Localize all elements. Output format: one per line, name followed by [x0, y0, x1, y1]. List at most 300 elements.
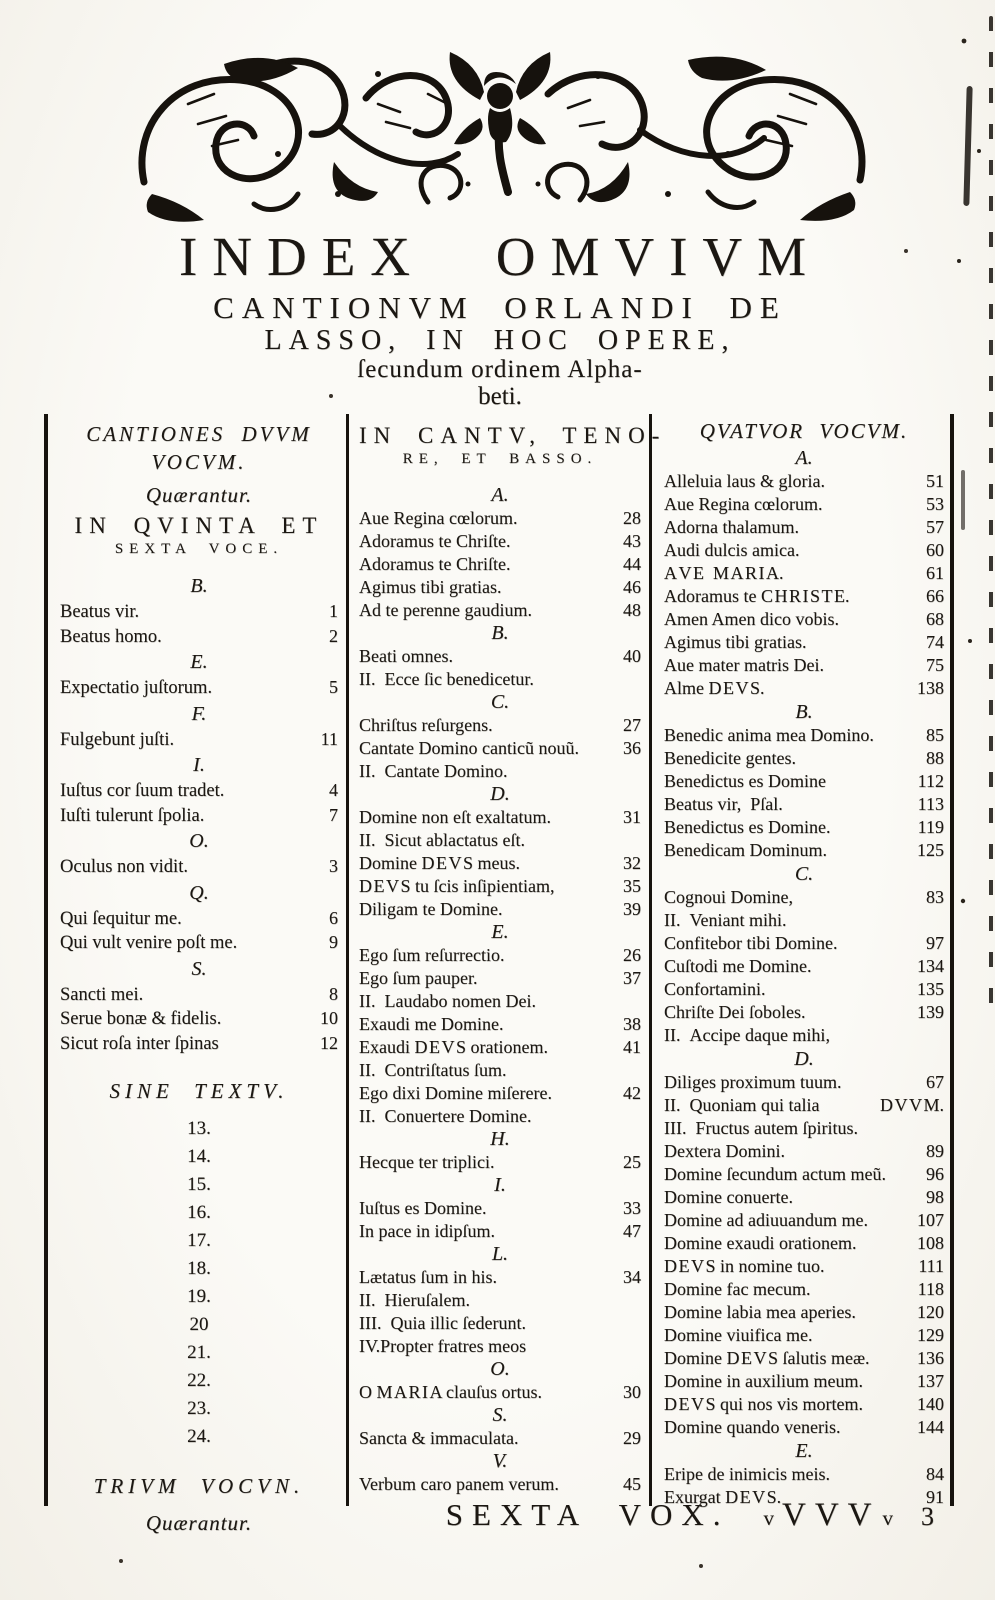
- scan-artifact-right-edge: [989, 16, 993, 1016]
- quaerantur-note: Quærantur.: [145, 483, 253, 507]
- index-entry: [60, 779, 338, 804]
- entry-page-number: 40: [623, 646, 641, 666]
- entry-page-number: 138: [917, 678, 944, 698]
- entry-page-number: 31: [623, 807, 641, 827]
- index-entry: [664, 1278, 944, 1301]
- entry-title: IV.Propter fratres meos: [359, 1336, 527, 1356]
- numbered-piece-line: 19.: [187, 1286, 211, 1307]
- index-entry: [664, 932, 944, 955]
- section-letter: H.: [490, 1128, 510, 1150]
- index-entry: [664, 793, 944, 816]
- entry-title: Qui ſequitur me.: [60, 908, 182, 929]
- page-title: INDEX OMVIVM: [178, 226, 822, 287]
- entry-page-number: 25: [623, 1152, 641, 1172]
- index-entry: [359, 553, 641, 576]
- entry-title: D E V S tu ſcis inſipientiam,: [359, 876, 555, 896]
- index-entry: [359, 507, 641, 530]
- entry-title: Domine non eſt exaltatum.: [359, 807, 551, 827]
- entry-page-number: 33: [623, 1198, 641, 1218]
- entry-title: Domine viuifica me.: [664, 1325, 813, 1345]
- entry-page-number: 41: [623, 1037, 641, 1057]
- entry-title: Audi dulcis amica.: [664, 540, 800, 560]
- index-entry: [664, 1301, 944, 1324]
- index-entry: [359, 668, 641, 691]
- entry-title: Oculus non vidit.: [60, 857, 188, 877]
- signature-small-v-left: v: [763, 1506, 780, 1530]
- index-entry: [664, 1001, 944, 1024]
- entry-page-number: 42: [623, 1083, 641, 1103]
- entry-page-number: 74: [926, 632, 944, 652]
- entry-page-number: 139: [917, 1002, 944, 1022]
- entry-page-number: 67: [926, 1072, 944, 1092]
- section-letter: O.: [490, 1358, 510, 1380]
- entry-title: Confitebor tibi Domine.: [664, 933, 838, 953]
- entry-page-number: 85: [926, 725, 944, 745]
- entry-title: Verbum caro panem verum.: [359, 1474, 559, 1494]
- entry-title: Domine ad adiuuandum me.: [664, 1210, 868, 1230]
- index-entry: [359, 1335, 641, 1358]
- entry-title: Adoramus te C H R I S T E.: [664, 586, 850, 606]
- entry-page-number: 144: [917, 1417, 944, 1437]
- entry-title: Cognoui Domine,: [664, 887, 793, 907]
- entry-title: A V E M A R I A.: [664, 563, 784, 583]
- section-letter: A.: [491, 484, 509, 506]
- entry-title: Beatus homo.: [60, 626, 162, 647]
- index-entry: [359, 1289, 641, 1312]
- index-entry: [664, 955, 944, 978]
- index-entry: [60, 676, 338, 701]
- entry-page-number: 113: [917, 794, 944, 814]
- page-footer: [0, 1497, 944, 1534]
- entry-page-number: 1: [329, 601, 338, 621]
- entry-page-number: 37: [623, 968, 641, 988]
- index-entry: [664, 909, 944, 932]
- title-line-4: ſecundum ordinem Alpha-: [357, 356, 643, 383]
- index-entry: [359, 1151, 641, 1174]
- entry-page-number: 11: [320, 728, 338, 749]
- entry-title: II. Ecce ſic benedicetur.: [359, 669, 534, 689]
- index-entry: [664, 562, 944, 585]
- entry-title: Domine quando veneris.: [664, 1417, 841, 1437]
- column-heading: CANTIONES DVVM: [86, 422, 312, 446]
- signature-small-v-right: v: [882, 1506, 899, 1530]
- numbered-piece-line: 17.: [187, 1230, 211, 1251]
- entry-title: Sancta & immaculata.: [359, 1428, 519, 1448]
- numbered-piece-line: 23.: [187, 1398, 211, 1419]
- entry-page-number: D V V M.: [879, 1095, 944, 1115]
- index-entry: [359, 806, 641, 829]
- entry-title: O M A R I A clauſus ortus.: [359, 1382, 543, 1402]
- column-heading: IN QVINTA ET: [74, 513, 324, 538]
- title-line-3: LASSO, IN HOC OPERE,: [264, 325, 736, 356]
- entry-title: Ego ſum pauper.: [359, 968, 478, 988]
- entry-title: Domine labia mea aperies.: [664, 1302, 856, 1322]
- entry-page-number: 108: [917, 1233, 944, 1253]
- index-entry: [359, 1266, 641, 1289]
- section-letter: D.: [794, 1048, 814, 1070]
- entry-title: Diliges proximum tuum.: [664, 1072, 842, 1092]
- index-entry: [664, 1024, 944, 1047]
- section-letter: B.: [491, 622, 509, 644]
- entry-page-number: 125: [917, 840, 944, 860]
- section-letter: I.: [494, 1174, 506, 1196]
- entry-title: Domine fac mecum.: [664, 1279, 811, 1299]
- column-subheading: SEXTA VOCE.: [114, 541, 284, 557]
- signature-number: 3: [921, 1502, 934, 1531]
- section-letter: S.: [191, 957, 207, 980]
- entry-page-number: 61: [926, 563, 944, 583]
- index-entry: [359, 1197, 641, 1220]
- entry-title: Amen Amen dico vobis.: [664, 609, 839, 629]
- entry-title: Domine in auxilium meum.: [664, 1371, 863, 1391]
- entry-title: Cuſtodi me Domine.: [664, 956, 812, 976]
- index-entry: [664, 1393, 944, 1416]
- entry-title: Lætatus ſum in his.: [359, 1267, 498, 1287]
- entry-title: Ego ſum reſurrectio.: [359, 945, 505, 965]
- entry-page-number: 4: [329, 780, 338, 800]
- entry-page-number: 26: [623, 945, 641, 965]
- index-entry: [664, 978, 944, 1001]
- group-heading: SINE TEXTV.: [109, 1079, 289, 1103]
- index-entry: [664, 1094, 944, 1117]
- entry-page-number: 46: [623, 577, 641, 597]
- index-entry: [359, 898, 641, 921]
- index-entry: [359, 1013, 641, 1036]
- entry-title: Aue mater matris Dei.: [664, 655, 824, 675]
- entry-title: Cantate Domino canticũ nouũ.: [359, 738, 579, 758]
- entry-page-number: 91: [926, 1487, 944, 1507]
- entry-page-number: 83: [926, 887, 944, 907]
- index-entry: [664, 493, 944, 516]
- entry-title: Benedicite gentes.: [664, 748, 796, 768]
- index-entry: [664, 631, 944, 654]
- index-entry: [359, 875, 641, 898]
- index-entry: [664, 724, 944, 747]
- entry-page-number: 43: [623, 531, 641, 551]
- index-entry: [664, 1370, 944, 1393]
- entry-title: Adoramus te Chriſte.: [359, 531, 511, 551]
- entry-page-number: 137: [917, 1371, 944, 1391]
- entry-page-number: 120: [917, 1302, 944, 1322]
- entry-page-number: 34: [623, 1267, 641, 1287]
- entry-title: Domine D E V S ſalutis meæ.: [664, 1348, 870, 1368]
- entry-title: Diligam te Domine.: [359, 899, 503, 919]
- entry-title: Ego dixi Domine miſerere.: [359, 1083, 552, 1103]
- index-entry: [664, 747, 944, 770]
- column-in-cantu-tenore-et-basso: [349, 414, 667, 1506]
- entry-page-number: 8: [329, 983, 338, 1004]
- entry-page-number: 96: [926, 1164, 944, 1184]
- entry-title: Domine conuerte.: [664, 1187, 793, 1207]
- entry-page-number: 9: [329, 932, 338, 952]
- index-entry: [359, 1312, 641, 1335]
- entry-page-number: 44: [623, 554, 641, 574]
- index-entry: [664, 1140, 944, 1163]
- entry-page-number: 51: [926, 471, 944, 491]
- entry-title: Agimus tibi gratias.: [359, 577, 502, 597]
- catchword-sexta-vox: SEXTA VOX.: [445, 1497, 730, 1532]
- index-entry: [60, 1032, 338, 1057]
- index-entry: [664, 1209, 944, 1232]
- entry-page-number: 98: [926, 1187, 944, 1207]
- entry-title: Benedictus es Domine: [664, 771, 826, 791]
- entry-title: Exurgat D E V S.: [664, 1487, 782, 1507]
- index-entry: [60, 907, 338, 932]
- column-subheading: RE, ET BASSO.: [402, 451, 598, 467]
- numbered-piece-line: 14.: [187, 1146, 211, 1167]
- entry-title: Iuſtus cor ſuum tradet.: [60, 781, 225, 801]
- numbered-piece-line: 18.: [187, 1258, 211, 1279]
- entry-page-number: 45: [623, 1474, 641, 1494]
- column-quatuor-vocum: [652, 414, 954, 1506]
- entry-page-number: 134: [917, 956, 944, 976]
- entry-title: Confortamini.: [664, 979, 766, 999]
- entry-title: Benedictus es Domine.: [664, 817, 831, 837]
- numbered-piece-line: 15.: [187, 1174, 211, 1195]
- entry-page-number: 97: [926, 933, 944, 953]
- entry-title: II. Accipe daque mihi,: [664, 1025, 830, 1045]
- entry-page-number: 111: [918, 1256, 944, 1276]
- entry-page-number: 119: [917, 817, 944, 837]
- entry-title: Serue bonæ & fidelis.: [60, 1009, 222, 1029]
- index-entry: [664, 585, 944, 608]
- entry-page-number: 29: [623, 1428, 641, 1448]
- section-letter: V.: [492, 1450, 508, 1472]
- index-entry: [664, 1117, 944, 1140]
- index-entry: [359, 760, 641, 783]
- numbered-piece-line: 22.: [187, 1370, 211, 1391]
- entry-title: Exaudi D E V S orationem.: [359, 1037, 548, 1057]
- entry-title: Expectatio juſtorum.: [60, 678, 213, 698]
- entry-title: Hecque ter triplici.: [359, 1152, 495, 1172]
- index-entry: [664, 677, 944, 700]
- index-entry: [359, 530, 641, 553]
- entry-page-number: 36: [623, 738, 641, 758]
- entry-title: Qui vult venire poſt me.: [60, 933, 238, 953]
- index-entry: [359, 737, 641, 760]
- entry-title: II. Contriſtatus ſum.: [359, 1060, 507, 1080]
- signature-mark: [764, 1497, 935, 1534]
- section-letter: F.: [191, 702, 207, 725]
- entry-title: Sancti mei.: [60, 984, 144, 1005]
- entry-title: Domine ſecundum actum meũ.: [664, 1164, 886, 1184]
- entry-title: D E V S qui nos vis mortem.: [664, 1394, 864, 1414]
- entry-page-number: 57: [926, 517, 944, 537]
- index-entry: [359, 714, 641, 737]
- section-letter: E.: [491, 921, 509, 943]
- entry-title: Exaudi me Domine.: [359, 1014, 504, 1034]
- index-entry: [664, 539, 944, 562]
- signature-capital-vs: VVV: [782, 1497, 881, 1533]
- entry-page-number: 75: [926, 655, 944, 675]
- column-heading: QVATVOR VOCVM.: [699, 419, 909, 443]
- entry-title: Alleluia laus & gloria.: [664, 471, 825, 491]
- quaerantur-note: Quærantur.: [145, 1511, 253, 1535]
- entry-title: D E V S in nomine tuo.: [664, 1256, 825, 1276]
- scan-artifact-blob: [963, 86, 972, 206]
- section-letter: E.: [190, 651, 208, 673]
- index-entry: [359, 599, 641, 622]
- headpiece-ornament: [128, 34, 876, 226]
- entry-title: Adoramus te Chriſte.: [359, 554, 511, 574]
- index-entry: [60, 600, 338, 625]
- entry-page-number: 107: [917, 1210, 944, 1230]
- column-heading: VOCVM.: [151, 450, 247, 474]
- entry-page-number: 5: [329, 677, 338, 697]
- index-entry: [664, 1463, 944, 1486]
- section-letter: B.: [190, 575, 208, 597]
- index-entry: [60, 728, 338, 753]
- entry-title: Benedicam Dominum.: [664, 840, 827, 860]
- numbered-piece-line: 16.: [187, 1202, 211, 1223]
- entry-page-number: 39: [623, 899, 641, 919]
- entry-page-number: 32: [623, 853, 641, 873]
- section-letter: E.: [795, 1440, 813, 1462]
- floral-woodcut-icon: [128, 34, 876, 226]
- entry-title: II. Laudabo nomen Dei.: [359, 991, 536, 1011]
- entry-page-number: 88: [926, 748, 944, 768]
- index-entry: [664, 654, 944, 677]
- entry-title: Aue Regina cœlorum.: [359, 508, 518, 528]
- entry-title: II. Hieruſalem.: [359, 1290, 470, 1310]
- entry-title: Agimus tibi gratias.: [664, 632, 807, 652]
- title-line-5: beti.: [478, 383, 522, 410]
- entry-title: II. Conuertere Domine.: [359, 1106, 532, 1126]
- entry-title: Chriſtus reſurgens.: [359, 715, 493, 735]
- entry-page-number: 60: [926, 540, 944, 560]
- entry-title: II. Quoniam qui talia: [664, 1095, 820, 1115]
- index-entry: [664, 770, 944, 793]
- entry-page-number: 68: [926, 609, 944, 629]
- entry-page-number: 12: [320, 1032, 338, 1053]
- entry-page-number: 27: [623, 715, 641, 735]
- section-letter: B.: [795, 701, 813, 723]
- title-line-2: CANTIONVM ORLANDI DE: [213, 290, 787, 325]
- index-entry: [359, 1220, 641, 1243]
- index-entry: [664, 1255, 944, 1278]
- entry-page-number: 136: [917, 1348, 944, 1368]
- index-entry: [359, 1427, 641, 1450]
- section-letter: C.: [794, 863, 814, 885]
- entry-page-number: 112: [917, 771, 944, 791]
- index-entry: [359, 1059, 641, 1082]
- index-entry: [359, 967, 641, 990]
- entry-title: III. Quia illic ſederunt.: [359, 1313, 526, 1333]
- index-entry: [664, 470, 944, 493]
- index-entry: [359, 1105, 641, 1128]
- entry-page-number: 7: [329, 804, 338, 825]
- entry-page-number: 140: [917, 1394, 944, 1414]
- entry-page-number: 135: [917, 979, 944, 999]
- entry-page-number: 2: [329, 625, 338, 646]
- index-entry: [664, 1324, 944, 1347]
- entry-title: Iuſti tulerunt ſpolia.: [60, 805, 205, 826]
- scan-speckles: [0, 0, 2, 2]
- entry-title: Beatus vir.: [60, 602, 140, 622]
- section-letter: L.: [491, 1243, 509, 1265]
- index-entry: [664, 1186, 944, 1209]
- scan-artifact-blob-2: [961, 470, 965, 530]
- index-entry: [359, 852, 641, 875]
- entry-title: Ad te perenne gaudium.: [359, 600, 532, 620]
- entry-title: In pace in idipſum.: [359, 1221, 495, 1241]
- index-entry: [60, 931, 338, 956]
- entry-page-number: 10: [320, 1008, 338, 1028]
- index-entry: [60, 983, 338, 1008]
- section-letter: Q.: [189, 881, 209, 904]
- entry-page-number: 28: [623, 508, 641, 528]
- index-entry: [664, 839, 944, 862]
- index-entry: [664, 1416, 944, 1439]
- section-letter: D.: [490, 783, 510, 805]
- section-letter: O.: [189, 830, 209, 852]
- index-entry: [60, 804, 338, 829]
- column-cantiones-duum-vocum: [44, 414, 349, 1535]
- entry-page-number: 48: [623, 600, 641, 620]
- numbered-piece-line: 20: [189, 1314, 209, 1335]
- index-entry: [359, 829, 641, 852]
- index-entry: [664, 1232, 944, 1255]
- index-entry: [664, 1347, 944, 1370]
- section-letter: C.: [490, 691, 510, 713]
- entry-page-number: 89: [926, 1141, 944, 1161]
- group-heading: TRIVM VOCVN.: [93, 1474, 305, 1498]
- section-letter: I.: [193, 754, 205, 776]
- entry-title: Sicut roſa inter ſpinas: [60, 1033, 219, 1054]
- entry-title: Dextera Domini.: [664, 1141, 785, 1161]
- entry-title: Eripe de inimicis meis.: [664, 1464, 830, 1484]
- index-entry: [359, 944, 641, 967]
- entry-page-number: 47: [623, 1221, 641, 1241]
- entry-page-number: 118: [917, 1279, 944, 1299]
- index-entry: [664, 1071, 944, 1094]
- entry-title: III. Fructus autem ſpiritus.: [664, 1118, 858, 1138]
- index-entry: [664, 516, 944, 539]
- entry-title: Alme D E V S.: [664, 678, 765, 698]
- entry-title: Fulgebunt juſti.: [60, 729, 175, 750]
- index-entry: [359, 990, 641, 1013]
- index-entry: [359, 1036, 641, 1059]
- column-heading: IN CANTV, TENO-: [359, 423, 667, 448]
- section-letter: A.: [795, 447, 813, 469]
- index-entry: [60, 625, 338, 650]
- entry-title: Chriſte Dei ſoboles.: [664, 1002, 806, 1022]
- numbered-piece-line: 21.: [187, 1342, 211, 1363]
- entry-page-number: 6: [329, 907, 338, 928]
- index-entry: [359, 1473, 641, 1496]
- numbered-piece-line: 24.: [187, 1426, 211, 1447]
- index-entry: [664, 886, 944, 909]
- entry-page-number: 66: [926, 586, 944, 606]
- entry-title: II. Cantate Domino.: [359, 761, 508, 781]
- entry-title: Beati omnes.: [359, 646, 453, 666]
- index-entry: [664, 608, 944, 631]
- index-entry: [359, 1082, 641, 1105]
- index-entry: [359, 645, 641, 668]
- entry-page-number: 35: [623, 876, 641, 896]
- entry-page-number: 30: [623, 1382, 641, 1402]
- index-entry: [664, 1163, 944, 1186]
- entry-title: Beatus vir, Pſal.: [664, 794, 783, 814]
- index-entry: [664, 816, 944, 839]
- index-entry: [60, 855, 338, 880]
- entry-page-number: 3: [329, 856, 338, 876]
- entry-page-number: 84: [926, 1464, 944, 1484]
- entry-title: Domine exaudi orationem.: [664, 1233, 857, 1253]
- entry-title: Domine D E V S meus.: [359, 853, 520, 873]
- numbered-piece-line: 13.: [187, 1118, 211, 1139]
- entry-page-number: 38: [623, 1014, 641, 1034]
